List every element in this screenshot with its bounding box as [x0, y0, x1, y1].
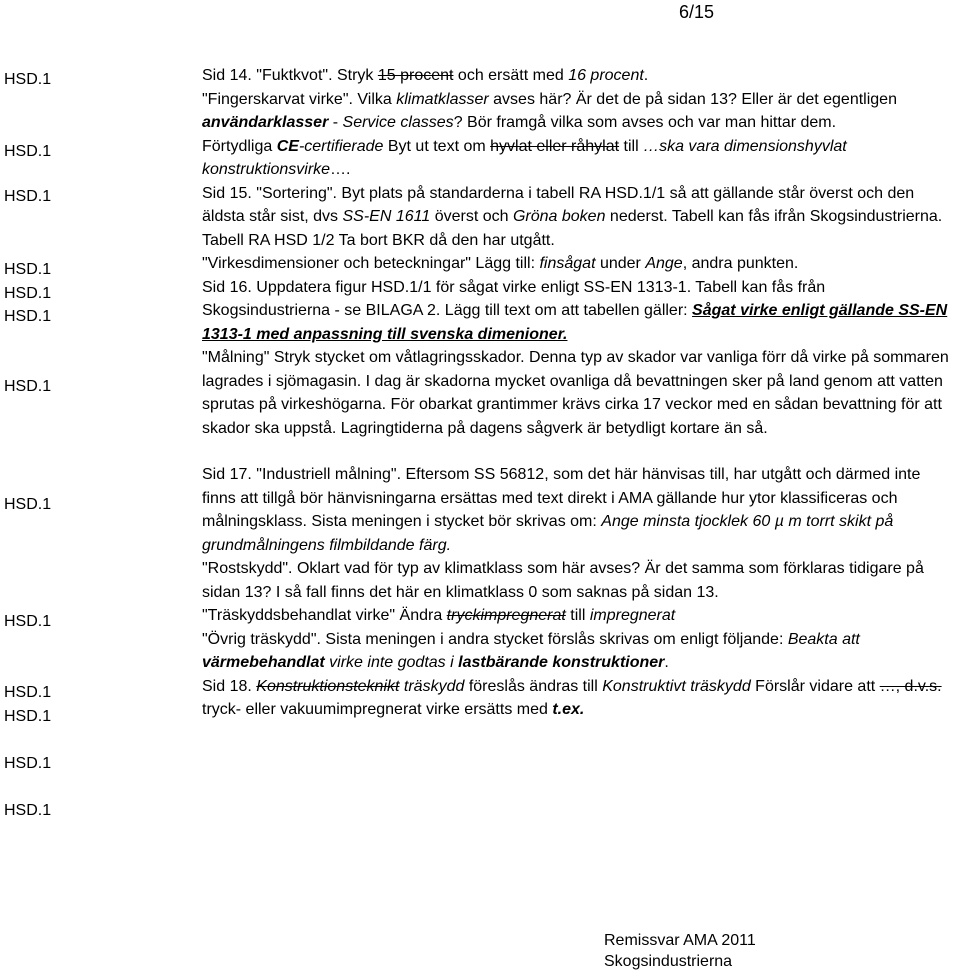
text-run: användarklasser: [202, 114, 329, 131]
text-run: och ersätt med: [453, 67, 569, 84]
footer-line-2: Skogsindustrierna: [604, 953, 733, 970]
text-run: "Träskyddsbehandlat virke" Ändra: [202, 607, 447, 624]
text-run: Förslår vidare att: [750, 677, 880, 695]
text-run: avses här? Är det de på sidan 13? Eller är det egentligen: [488, 90, 897, 108]
text-run: nederst. Tabell kan fås ifrån Skogsindustrierna.: [605, 208, 943, 225]
text-run: hyvlat eller råhylat: [490, 137, 620, 155]
text-run: virke inte godtas i: [324, 654, 459, 671]
text-run: ….: [330, 161, 351, 178]
text-run: ? Bör framgå vilka som avses och var man hittar dem.: [453, 114, 837, 131]
text-run: överst och: [430, 208, 513, 225]
text-run: "Målning" Stryk stycket om våtlagringsskador. Denna typ av skador var vanliga förr då virke på sommaren lagrades i sjömagasin. I dag är skadorna mycket ovanliga då bevattningen sker på land genom att vatten sprutas på virkeshögarna. För obarkat grantimmer krävs cirka 17 veckor med en sådan bevattning för att skador ska uppstå. Lagringtiderna på dagens sågverk är betydligt kortare än så.: [202, 349, 949, 437]
section-label: HSD.1: [4, 188, 52, 205]
section-label: HSD.1: [4, 496, 52, 513]
text-run: "Fingerskarvat virke". Vilka: [202, 90, 397, 108]
section-label: HSD.1: [4, 802, 52, 819]
paragraph: [202, 557, 957, 604]
text-run: Ange minsta tjocklek 60 µ m torrt skikt på grundmålningens filmbildande färg.: [202, 513, 894, 554]
paragraph: [202, 88, 957, 135]
text-run: 16 procent: [568, 67, 644, 84]
text-run: Gröna boken: [512, 208, 606, 225]
text-run: till: [619, 137, 644, 155]
text-run: Ange: [645, 255, 683, 272]
text-run: Konstruktivt träskydd: [602, 677, 751, 695]
text-run: tryckimpregnerat: [446, 607, 566, 624]
text-run: SS-EN 1611: [342, 208, 431, 225]
text-run: Sid 17. "Industriell målning". Eftersom SS 56812, som det här hänvisas till, har utgått och därmed inte finns att tillgå bör hänvisningarna ersättas med text direkt i AMA gällande hur ytor klassificeras och målningsklass. Sista meningen i stycket bör skrivas om:: [202, 466, 921, 530]
text-run: klimatklasser: [396, 90, 489, 108]
text-run: Sågat virke enligt gällande SS-EN 1313-1 med anpassning till svenska dimenioner.: [202, 302, 948, 343]
text-run: finsågat: [539, 255, 596, 272]
text-run: Service classes: [342, 114, 454, 131]
text-run: -certifierade: [298, 137, 384, 155]
section-label: HSD.1: [4, 261, 52, 278]
paragraph-gap: [202, 440, 957, 463]
paragraph: [202, 604, 957, 628]
text-run: under: [595, 255, 646, 272]
paragraph: [202, 182, 957, 229]
text-run: Sid 15. "Sortering". Byt plats på standarderna i tabell RA HSD.1/1 så att gällande står överst och den äldsta står sist, dvs: [202, 184, 915, 225]
text-run: , andra punkten.: [682, 255, 799, 272]
text-run: Byt ut text om: [383, 137, 491, 155]
text-run: CE: [276, 137, 299, 155]
section-label: HSD.1: [4, 684, 52, 701]
text-run: .: [664, 654, 669, 671]
paragraph: [202, 135, 957, 182]
section-label: HSD.1: [4, 755, 52, 772]
page-number: 6/15: [679, 2, 715, 22]
section-label: HSD.1: [4, 378, 52, 395]
paragraph: [202, 229, 957, 253]
text-run: värmebehandlat: [202, 654, 325, 671]
text-run: Förtydliga: [202, 137, 277, 155]
text-run: Sid 14. "Fuktkvot". Stryk: [202, 67, 378, 84]
text-run: "Rostskydd". Oklart vad för typ av klimatklass som här avses? Är det samma som förklaras tidigare på sidan 13? I så fall finns det här en klimatklass 0 som saknas på sidan 13.: [202, 560, 924, 601]
text-run: .: [643, 67, 649, 84]
text-run: Tabell RA HSD 1/2 Ta bort BKR då den har utgått.: [202, 231, 555, 249]
text-run: impregnerat: [589, 607, 676, 624]
document-body: [202, 64, 957, 722]
paragraph: [202, 252, 957, 276]
text-run: tryck- eller vakuumimpregnerat virke ersätts med: [202, 701, 553, 718]
text-run: …ska vara dimensionshyvlat konstruktionsvirke: [202, 137, 847, 178]
text-run: föreslås ändras till: [464, 677, 603, 695]
text-run: 15 procent: [377, 67, 454, 84]
text-run: "Virkesdimensioner och beteckningar" Lägg till:: [202, 255, 540, 272]
footer: [604, 930, 756, 972]
paragraph: [202, 346, 957, 440]
paragraph: [202, 463, 957, 557]
section-label: HSD.1: [4, 708, 52, 725]
paragraph: [202, 64, 957, 88]
text-run: lastbärande konstruktioner: [458, 654, 665, 671]
section-label: HSD.1: [4, 308, 52, 325]
section-label: HSD.1: [4, 285, 52, 302]
section-label: HSD.1: [4, 613, 52, 630]
footer-line-1: Remissvar AMA 2011: [604, 932, 756, 949]
text-run: …, d.v.s.: [879, 677, 942, 695]
paragraph: [202, 276, 957, 347]
section-label: HSD.1: [4, 143, 52, 160]
text-run: Beakta att: [787, 630, 860, 648]
text-run: till: [565, 607, 590, 624]
text-run: Sid 18.: [202, 677, 257, 695]
section-label: HSD.1: [4, 71, 52, 88]
text-run: Sid 16. Uppdatera figur HSD.1/1 för sågat virke enligt SS-EN 1313-1. Tabell kan fås från Skogsindustrierna - se BILAGA 2. Lägg till text om att tabellen gäller:: [202, 278, 826, 319]
text-run: träskydd: [403, 677, 465, 695]
text-run: Konstruktionsteknikt: [256, 677, 400, 695]
text-run: t.ex.: [552, 701, 585, 718]
paragraph: [202, 628, 957, 675]
paragraph: [202, 675, 957, 722]
text-run: -: [328, 114, 343, 131]
text-run: "Övrig träskydd". Sista meningen i andra stycket förslås skrivas om enligt följande:: [202, 630, 788, 648]
